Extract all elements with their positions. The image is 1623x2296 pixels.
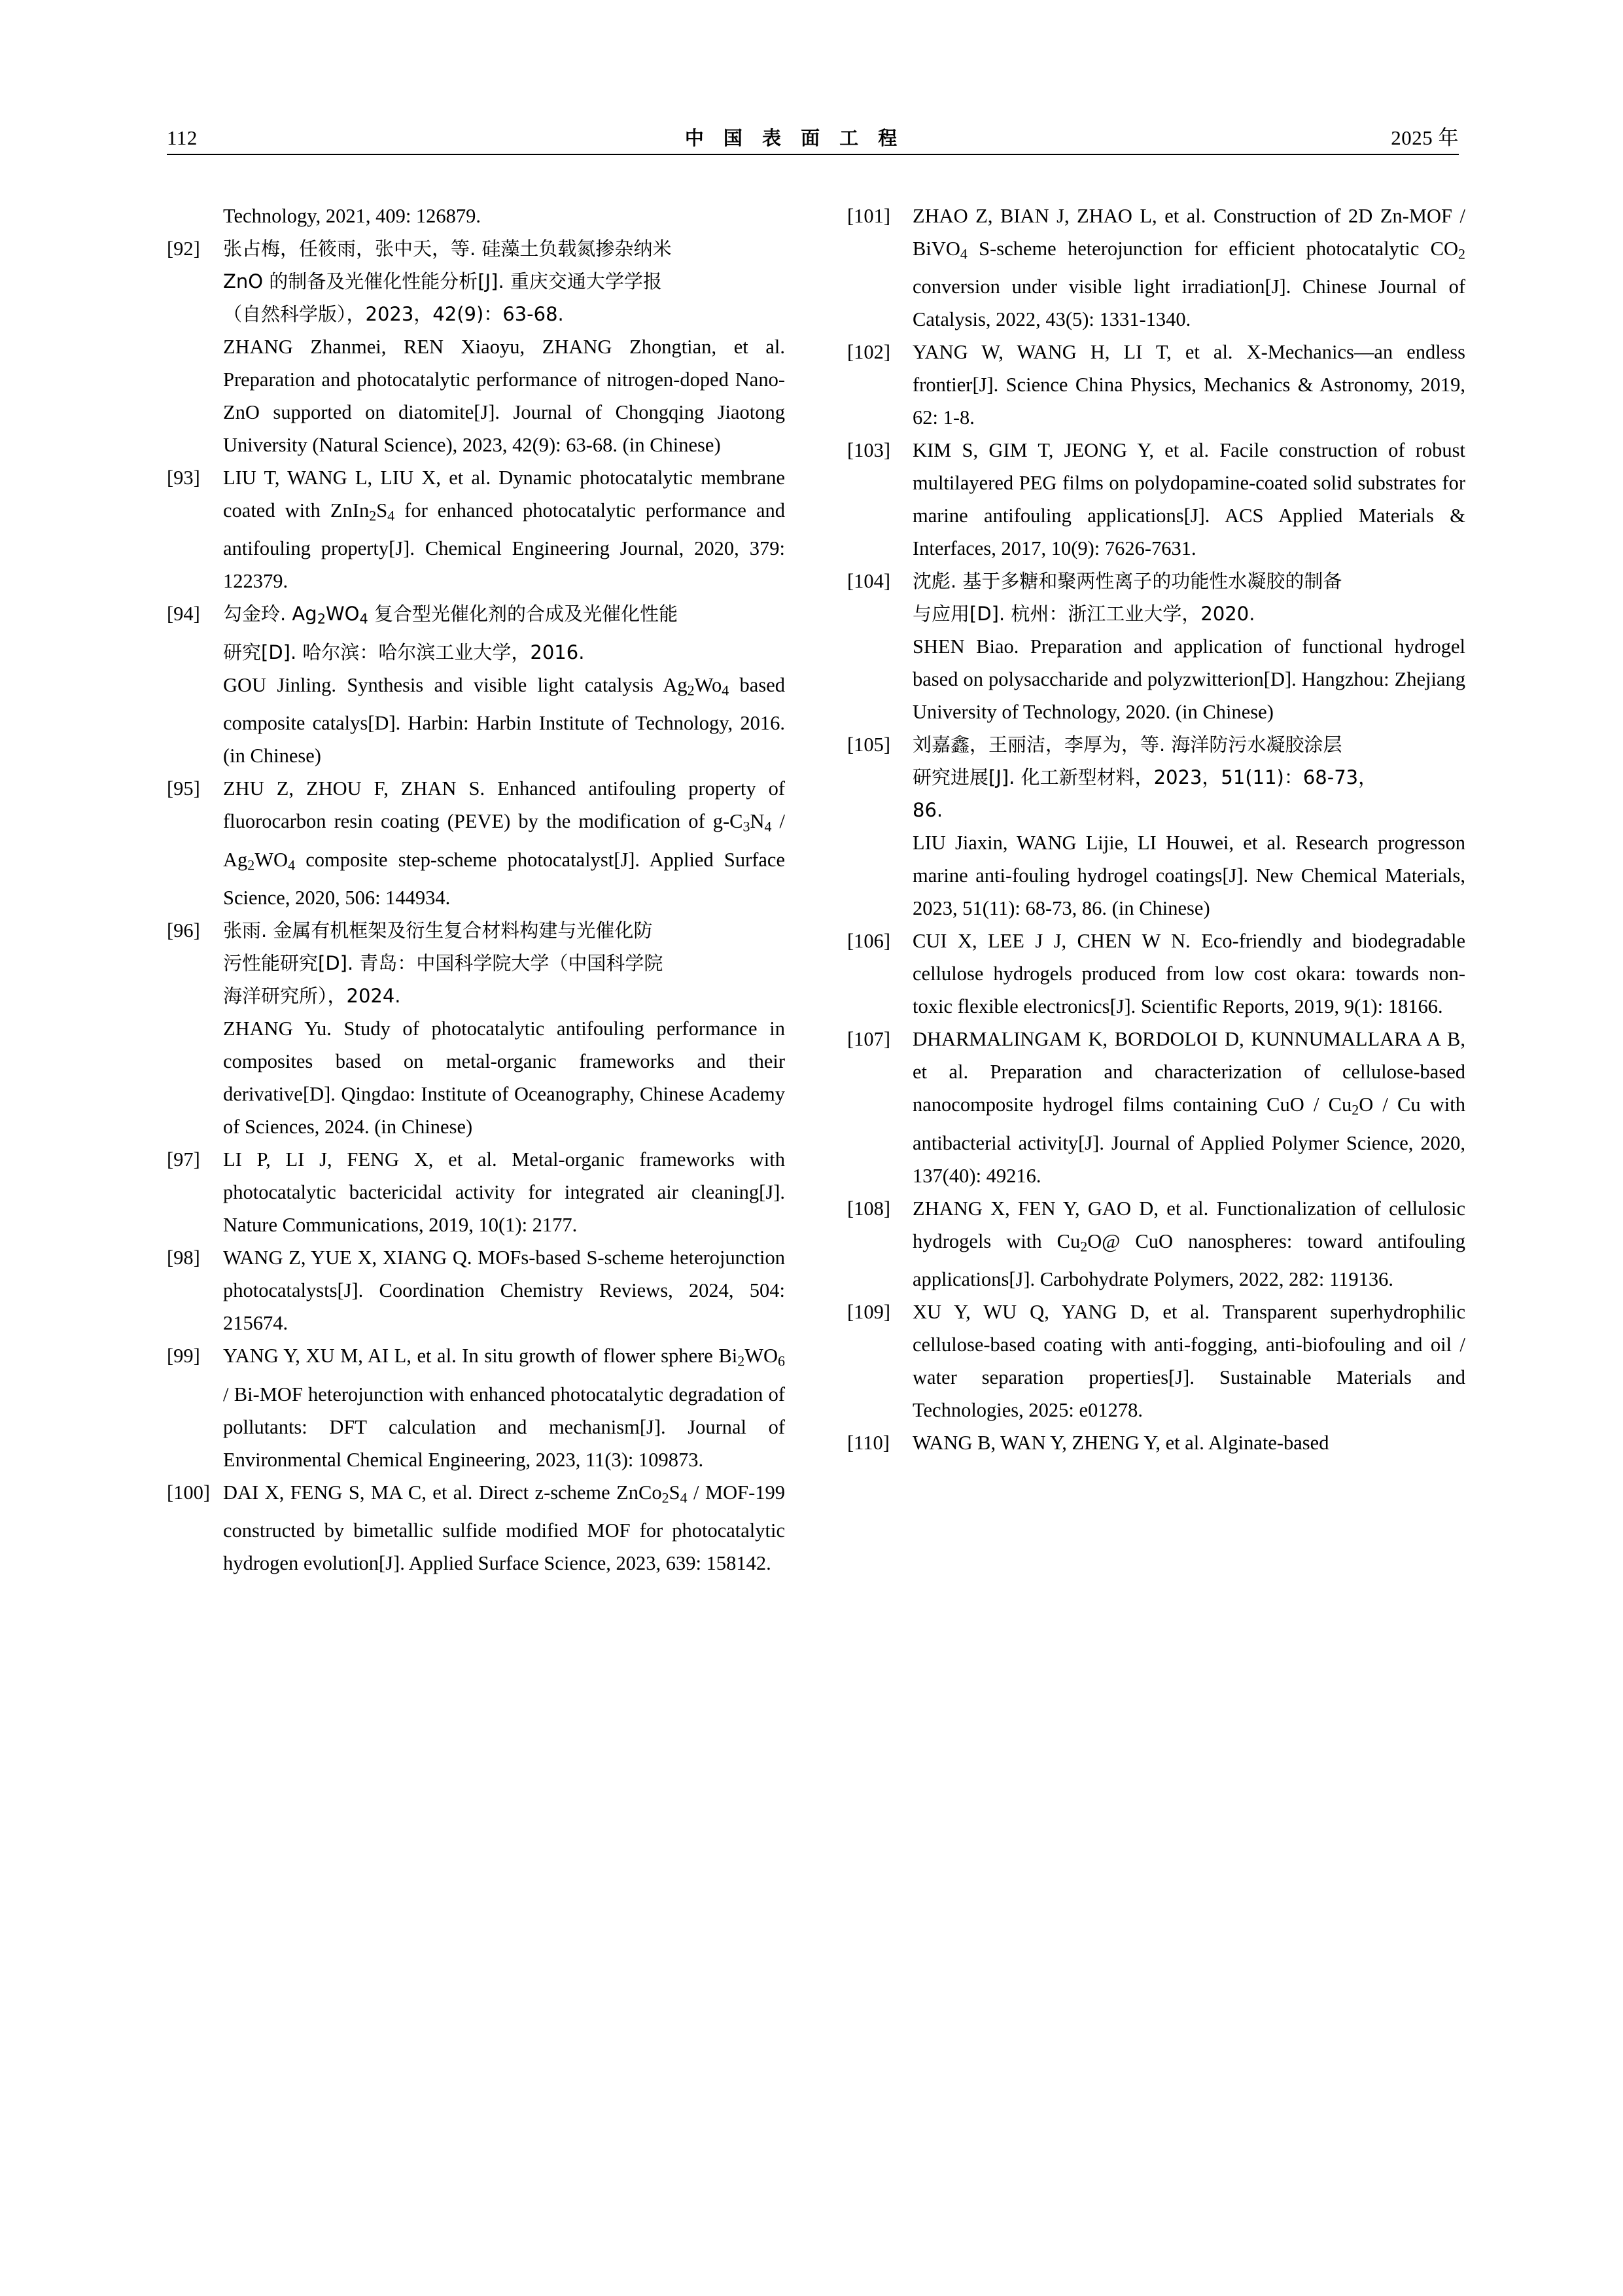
reference-text (913, 826, 1465, 925)
reference-number: [96] (167, 919, 200, 942)
reference-line: ZHANG Yu. Study of photocatalytic antifouling performance in composites based on metal-organic frameworks and their derivative[D]. Qingdao: Institute of Oceanography, Chinese Academy of Sciences, 2024. (in Chinese) (223, 1017, 785, 1139)
reference-text (223, 1012, 785, 1143)
page-number: 112 (167, 126, 198, 149)
reference-entry (167, 330, 785, 461)
reference-text (913, 565, 1465, 630)
reference-entry (847, 565, 1465, 630)
reference-text (913, 630, 1465, 728)
journal-title: 中 国 表 面 工 程 (684, 127, 904, 149)
reference-number: [97] (167, 1148, 200, 1171)
reference-line: DAI X, FENG S, MA C, et al. Direct z-scheme $ZnCo_2S_4 / MOF-199$ constructed by bimetallic sulfide modified MOF for photocatalytic hydrogen evolution[J]. Applied Surface Science, 2023, 639: 158142. (223, 1481, 785, 1575)
reference-text (913, 1426, 1465, 1459)
reference-entry (167, 914, 785, 1012)
reference-line: 污性能研究[D]. 青岛：中国科学院大学（中国科学院 (223, 952, 663, 975)
reference-number: [106] (847, 930, 891, 953)
reference-line: ZHANG X, FEN Y, GAO D, et al. Functionalization of cellulosic hydrogels with $Cu_2O@$ CuO nanospheres: toward antifouling applications[J]. Carbohydrate Polymers, 2022, 282: 119136. (913, 1197, 1466, 1291)
reference-entry (847, 434, 1465, 565)
reference-line: Technology, 2021, 409: 126879. (223, 205, 481, 227)
reference-entry (167, 200, 785, 232)
reference-line: XU Y, WU Q, YANG D, et al. Transparent superhydrophilic cellulose-based coating with anti-fogging, anti-biofouling and oil / water separation properties[J]. Sustainable Materials and Technologies, 2025: e01278. (913, 1301, 1465, 1422)
reference-text (913, 1192, 1465, 1296)
reference-entry (847, 200, 1465, 336)
reference-number: [98] (167, 1246, 200, 1269)
reference-entry (847, 1426, 1465, 1459)
reference-entry (847, 728, 1465, 826)
reference-entry (167, 1476, 785, 1580)
reference-line: 刘嘉鑫，王丽洁，李厚为，等. 海洋防污水凝胶涂层 (913, 733, 1342, 756)
reference-line: LIU Jiaxin, WANG Lijie, LI Houwei, et al. Research progresson marine anti-fouling hydrogel coatings[J]. New Chemical Materials, 2023, 51(11): 68-73, 86. (in Chinese) (913, 832, 1465, 920)
reference-line: YANG W, WANG H, LI T, et al. X-Mechanics—an endless frontier[J]. Science China Physics, Mechanics & Astronomy, 2019, 62: 1-8. (913, 341, 1465, 429)
reference-entry (167, 1339, 785, 1475)
reference-number: [109] (847, 1301, 891, 1324)
reference-text (913, 728, 1465, 826)
reference-line: SHEN Biao. Preparation and application of functional hydrogel based on polysaccharide and polyzwitterion[D]. Hangzhou: Zhejiang University of Technology, 2020. (in Chinese) (913, 635, 1465, 724)
reference-line: 海洋研究所），2024. (223, 985, 401, 1008)
reference-number: [103] (847, 439, 891, 462)
reference-entry (847, 1192, 1465, 1296)
reference-line: 张雨. 金属有机框架及衍生复合材料构建与光催化防 (223, 919, 653, 942)
reference-line: LI P, LI J, FENG X, et al. Metal-organic frameworks with photocatalytic bactericidal activity for integrated air cleaning[J]. Nature Communications, 2019, 10(1): 2177. (223, 1148, 785, 1237)
reference-number: [110] (847, 1432, 890, 1455)
reference-line: DHARMALINGAM K, BORDOLOI D, KUNNUMALLARA A B, et al. Preparation and characterization of cellulose‐based nanocomposite hydrogel films containing CuO / $Cu_2O$ / Cu with antibacterial activity[J]. Journal of Applied Polymer Science, 2020, 137(40): 49216. (913, 1028, 1465, 1187)
reference-text (913, 1023, 1465, 1192)
reference-text (223, 232, 785, 330)
reference-line: YANG Y, XU M, AI L, et al. In situ growth of flower sphere $Bi_2WO_6 / Bi-MOF$ heterojunction with enhanced photocatalytic degradation of pollutants: DFT calculation and mechanism[J]. Journal of Environmental Chemical Engineering, 2023, 11(3): 109873. (223, 1345, 785, 1471)
reference-line: 沈彪. 基于多糖和聚两性离子的功能性水凝胶的制备 (913, 570, 1342, 593)
reference-entry (847, 630, 1465, 728)
reference-columns (167, 200, 1465, 1580)
header-rule (167, 154, 1459, 155)
reference-entry (847, 826, 1465, 925)
reference-entry (167, 232, 785, 330)
reference-number: [93] (167, 467, 200, 489)
reference-text (223, 1339, 785, 1475)
reference-entry (167, 597, 785, 668)
reference-text (913, 434, 1465, 565)
reference-entry (847, 1296, 1465, 1426)
reference-entry (167, 772, 785, 914)
reference-number: [102] (847, 341, 891, 364)
reference-number: [99] (167, 1345, 200, 1368)
reference-text (223, 772, 785, 914)
reference-line: ZHU Z, ZHOU F, ZHAN S. Enhanced antifouling property of fluorocarbon resin coating (PEVE) by the modification of $g-C_3N_4 / Ag_2WO_4$ composite step-scheme photocatalyst[J]. Applied Surface Science, 2020, 506: 144934. (223, 777, 785, 910)
right-column (847, 200, 1465, 1580)
reference-entry (167, 1012, 785, 1143)
reference-entry (167, 1143, 785, 1241)
reference-line: 张占梅，任筱雨，张中天，等. 硅藻土负载氮掺杂纳米 (223, 238, 672, 260)
reference-line: 研究[D]. 哈尔滨：哈尔滨工业大学，2016. (223, 641, 585, 663)
reference-text (913, 1296, 1465, 1426)
reference-number: [108] (847, 1197, 891, 1220)
reference-line: 86. (913, 799, 943, 822)
reference-text (223, 597, 785, 668)
reference-number: [94] (167, 603, 200, 626)
publication-year: 2025 年 (1391, 126, 1459, 149)
left-column (167, 200, 785, 1580)
reference-text (223, 1476, 785, 1580)
reference-text (223, 914, 785, 1012)
reference-text (913, 925, 1465, 1023)
reference-text (913, 336, 1465, 434)
reference-text (223, 669, 785, 772)
reference-text (913, 200, 1465, 336)
reference-number: [105] (847, 733, 891, 756)
reference-text (223, 200, 785, 232)
reference-line: 研究进展[J]. 化工新型材料，2023，51(11)：68-73， (913, 766, 1378, 789)
reference-entry (167, 1241, 785, 1339)
reference-text (223, 461, 785, 597)
reference-number: [104] (847, 570, 891, 593)
reference-entry (847, 925, 1465, 1023)
reference-number: [101] (847, 205, 891, 227)
reference-number: [92] (167, 238, 200, 260)
reference-entry (167, 669, 785, 772)
reference-text (223, 1143, 785, 1241)
reference-entry (847, 1023, 1465, 1192)
reference-line: WANG B, WAN Y, ZHENG Y, et al. Alginate-based (913, 1432, 1329, 1455)
reference-number: [107] (847, 1028, 891, 1051)
reference-line: ZHAO Z, BIAN J, ZHAO L, et al. Construction of 2D Zn-MOF / BiVO$_4$ S-scheme heterojunction for efficient photocatalytic $CO_2$ conversion under visible light irradiation[J]. Chinese Journal of Catalysis, 2022, 43(5): 1331-1340. (913, 205, 1465, 331)
reference-line: ZnO 的制备及光催化性能分析[J]. 重庆交通大学学报 (223, 270, 662, 292)
reference-line: KIM S, GIM T, JEONG Y, et al. Facile construction of robust multilayered PEG films on polydopamine-coated solid substrates for marine antifouling applications[J]. ACS Applied Materials & Interfaces, 2017, 10(9): 7626-7631. (913, 439, 1465, 560)
reference-line: GOU Jinling. Synthesis and visible light catalysis $Ag_2Wo_4$ based composite catalys[D]. Harbin: Harbin Institute of Technology, 2016. (in Chinese) (223, 673, 785, 768)
reference-entry (847, 336, 1465, 434)
reference-line: ZHANG Zhanmei, REN Xiaoyu, ZHANG Zhongtian, et al. Preparation and photocatalytic performance of nitrogen-doped Nano-ZnO supported on diatomite[J]. Journal of Chongqing Jiaotong University (Natural Science), 2023, 42(9): 63-68. (in Chinese) (223, 336, 785, 456)
reference-line: 与应用[D]. 杭州：浙江工业大学，2020. (913, 603, 1255, 626)
reference-text (223, 1241, 785, 1339)
reference-number: [100] (167, 1481, 211, 1504)
reference-line: （自然科学版），2023，42(9)：63-68. (223, 303, 564, 325)
reference-number: [95] (167, 777, 200, 800)
reference-line: 勾金玲. $Ag_2WO_4$ 复合型光催化剂的合成及光催化性能 (223, 603, 678, 627)
reference-line: CUI X, LEE J J, CHEN W N. Eco-friendly and biodegradable cellulose hydrogels produced from low cost okara: towards non-toxic flexible electronics[J]. Scientific Reports, 2019, 9(1): 18166. (913, 930, 1465, 1018)
reference-line: LIU T, WANG L, LIU X, et al. Dynamic photocatalytic membrane coated with $ZnIn_2S_4$ for enhanced photocatalytic performance and antifouling property[J]. Chemical Engineering Journal, 2020, 379: 122379. (223, 467, 785, 593)
reference-line: WANG Z, YUE X, XIANG Q. MOFs-based S-scheme heterojunction photocatalysts[J]. Coordination Chemistry Reviews, 2024, 504: 215674. (223, 1246, 785, 1335)
running-head (167, 121, 1459, 150)
reference-text (223, 330, 785, 461)
reference-entry (167, 461, 785, 597)
